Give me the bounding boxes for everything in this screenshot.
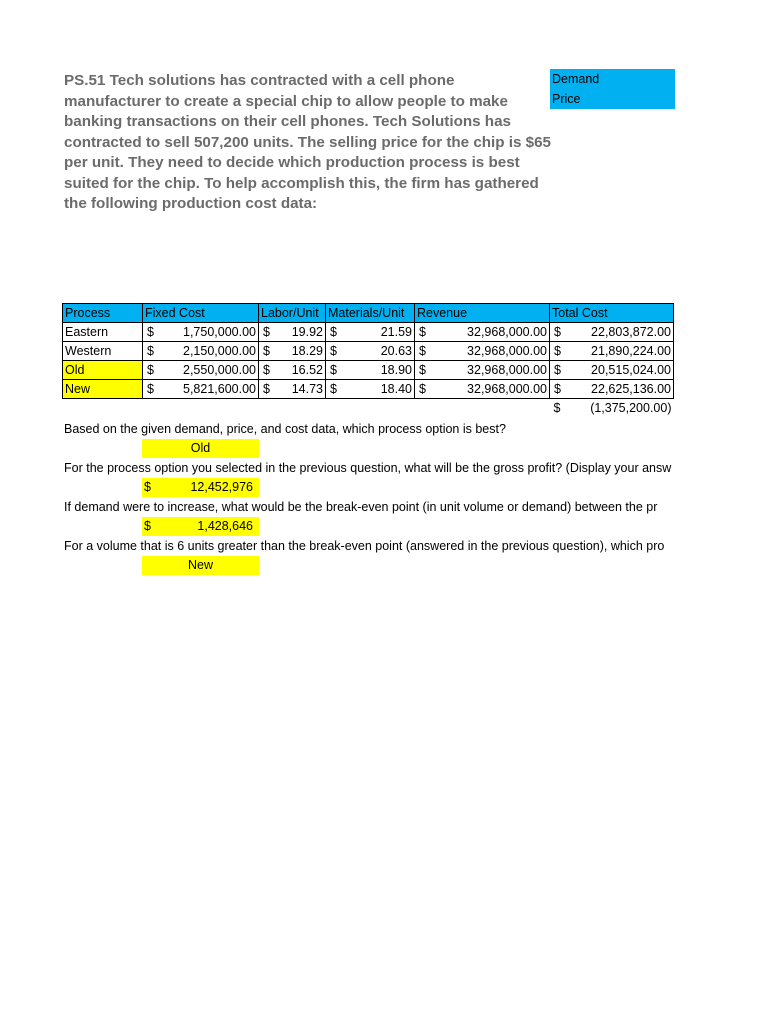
fixed-cost-cell: 5,821,600.00	[183, 382, 256, 396]
revenue-cell: 32,968,000.00	[467, 325, 547, 339]
revenue-cell: 32,968,000.00	[467, 344, 547, 358]
demand-price-box	[550, 69, 675, 109]
process-cell: New	[63, 380, 143, 399]
currency-symbol: $	[419, 363, 426, 377]
header-revenue: Revenue	[415, 304, 550, 323]
answer-3	[142, 517, 259, 536]
problem-statement: PS.51 Tech solutions has contracted with a cell phone manufacturer to create a special chip to allow people to make banking transactions on their cell phones. Tech Solutions has contracted to sell 507,200 units. The selling price for the chip is $65 per unit. They need to decide which production process is best suited for the chip. To help accomplish this, the firm has gathered the following production cost data:	[64, 72, 552, 212]
question-3: If demand were to increase, what would be the break-even point (in unit volume or demand) between the pr	[64, 500, 658, 514]
question-2: For the process option you selected in the previous question, what will be the gross profit? (Display your answ	[64, 461, 672, 475]
header-labor-unit: Labor/Unit	[259, 304, 326, 323]
currency-symbol: $	[419, 325, 426, 339]
price-label: Price	[552, 92, 581, 106]
header-total-cost: Total Cost	[550, 304, 674, 323]
answer-1: Old	[142, 439, 259, 458]
currency-symbol: $	[554, 344, 561, 358]
materials-cell: 21.59	[380, 325, 412, 339]
currency-symbol: $	[147, 382, 154, 396]
revenue-cell: 32,968,000.00	[467, 363, 547, 377]
header-materials-unit: Materials/Unit	[326, 304, 415, 323]
table-row	[63, 342, 674, 361]
total-cost-cell: 22,803,872.00	[591, 325, 671, 339]
total-difference-row	[63, 399, 674, 418]
demand-label: Demand	[552, 72, 600, 86]
revenue-cell: 32,968,000.00	[467, 382, 547, 396]
currency-symbol: $	[554, 363, 561, 377]
currency-symbol: $	[147, 363, 154, 377]
header-fixed-cost: Fixed Cost	[143, 304, 259, 323]
total-cost-cell: 21,890,224.00	[591, 344, 671, 358]
labor-cell: 18.29	[291, 344, 323, 358]
table-row	[63, 361, 674, 380]
currency-symbol: $	[144, 480, 151, 494]
table-row	[63, 323, 674, 342]
process-cell: Western	[63, 342, 143, 361]
answer-4: New	[142, 556, 259, 575]
total-difference-cell: (1,375,200.00)	[590, 401, 672, 415]
currency-symbol: $	[330, 363, 337, 377]
fixed-cost-cell: 1,750,000.00	[183, 325, 256, 339]
currency-symbol: $	[330, 382, 337, 396]
currency-symbol: $	[553, 401, 561, 415]
answer-2-value: 12,452,976	[190, 480, 253, 494]
materials-cell: 18.90	[380, 363, 412, 377]
currency-symbol: $	[330, 344, 337, 358]
table-header-row	[63, 304, 674, 323]
process-cell: Eastern	[63, 323, 143, 342]
labor-cell: 19.92	[291, 325, 323, 339]
currency-symbol: $	[554, 325, 561, 339]
answer-3-value: 1,428,646	[197, 519, 253, 533]
fixed-cost-cell: 2,150,000.00	[183, 344, 256, 358]
answer-2	[142, 478, 259, 497]
labor-cell: 16.52	[291, 363, 323, 377]
table-row	[63, 380, 674, 399]
question-4: For a volume that is 6 units greater than the break-even point (answered in the previous question), which pro	[64, 539, 665, 553]
materials-cell: 20.63	[380, 344, 412, 358]
currency-symbol: $	[330, 325, 337, 339]
labor-cell: 14.73	[291, 382, 323, 396]
process-cell: Old	[63, 361, 143, 380]
production-cost-table	[62, 303, 674, 417]
currency-symbol: $	[147, 325, 154, 339]
currency-symbol: $	[147, 344, 154, 358]
fixed-cost-cell: 2,550,000.00	[183, 363, 256, 377]
materials-cell: 18.40	[380, 382, 412, 396]
currency-symbol: $	[144, 519, 151, 533]
currency-symbol: $	[554, 382, 561, 396]
currency-symbol: $	[263, 325, 270, 339]
question-1: Based on the given demand, price, and cost data, which process option is best?	[64, 422, 506, 436]
currency-symbol: $	[419, 344, 426, 358]
currency-symbol: $	[263, 382, 270, 396]
currency-symbol: $	[263, 363, 270, 377]
total-cost-cell: 20,515,024.00	[591, 363, 671, 377]
header-process: Process	[63, 304, 143, 323]
currency-symbol: $	[263, 344, 270, 358]
currency-symbol: $	[419, 382, 426, 396]
total-cost-cell: 22,625,136.00	[591, 382, 671, 396]
